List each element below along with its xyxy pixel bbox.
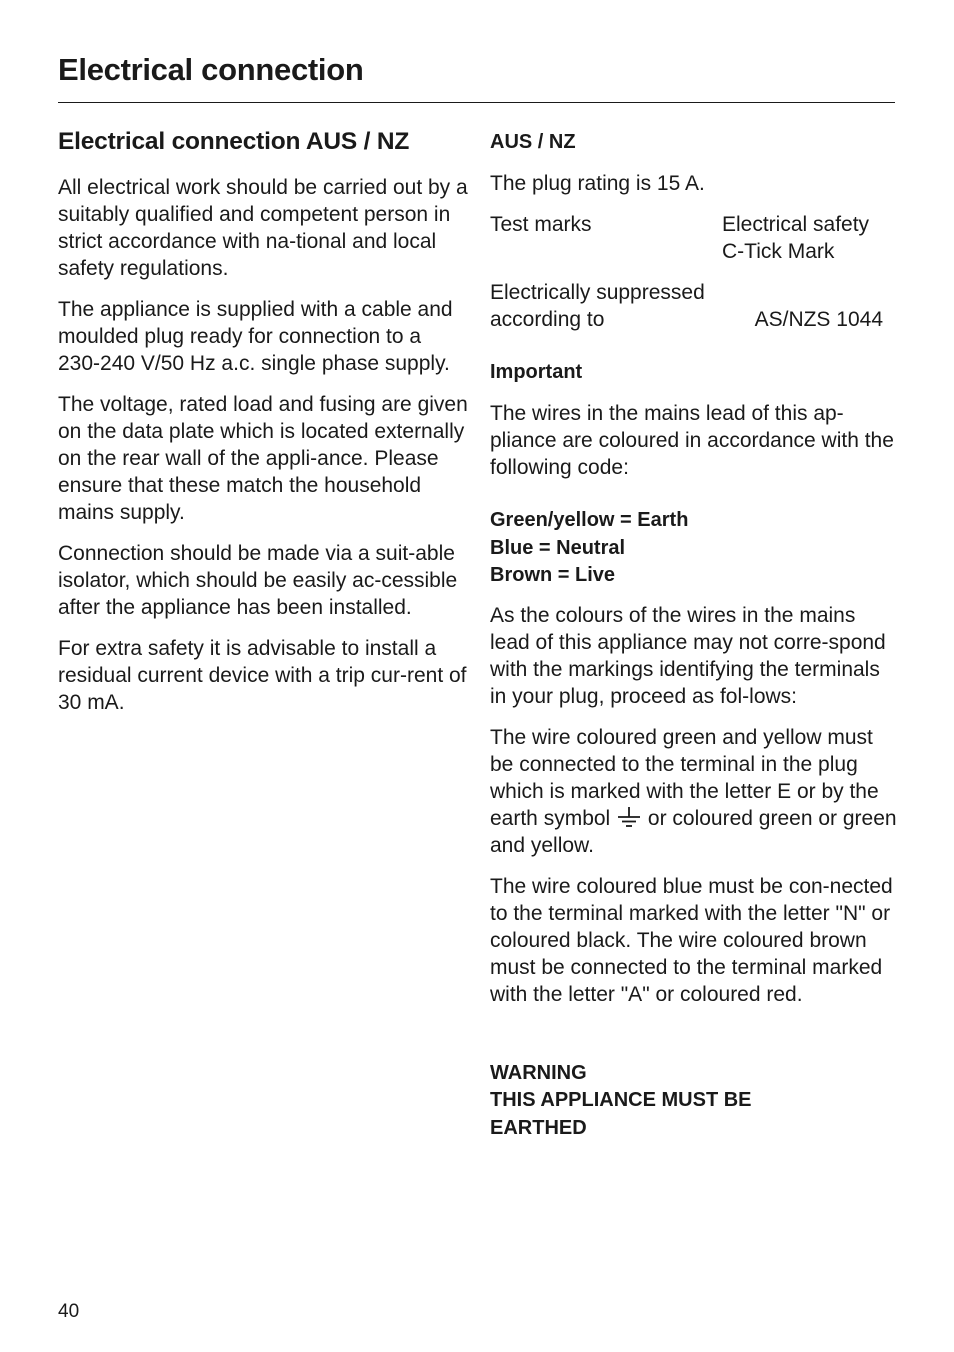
section-title: Electrical connection AUS / NZ: [58, 128, 410, 155]
green-yellow-text-before: The wire coloured green and yellow must be connected to the terminal in the plug which is marked with the letter E or by the earth symbol: [490, 725, 879, 830]
paragraph-rcd: For extra safety it is advisable to install a residual current device with a trip cur-rent of 30 mA.: [58, 637, 467, 714]
paragraph-colour-mismatch: As the colours of the wires in the mains lead of this appliance may not corre-spond with the markings identifying the terminals in your plug, proceed as fol-lows:: [490, 603, 886, 708]
paragraph-qualified-person: All electrical work should be carried out by a suitably qualified and competent person in strict accordance with na-tional and local safety regulations.: [58, 176, 468, 280]
important-text: The wires in the mains lead of this ap-pliance are coloured in accordance with the following code:: [490, 402, 894, 479]
suppression-label-1: Electrically suppressed: [490, 281, 705, 304]
left-column: [58, 124, 468, 730]
paragraph-supply: The appliance is supplied with a cable and moulded plug ready for connection to a 230-240 V/50 Hz a.c. single phase supply.: [58, 298, 453, 375]
page-number: 40: [58, 1301, 80, 1322]
plug-rating: The plug rating is 15 A.: [490, 172, 705, 195]
important-heading: Important: [490, 361, 583, 383]
test-marks-value-1: Electrical safety: [722, 213, 870, 236]
suppression-label-2: according to: [490, 308, 605, 331]
test-marks-row: [490, 211, 900, 265]
warning-line-3: EARTHED: [490, 1116, 587, 1139]
paragraph-data-plate: The voltage, rated load and fusing are given on the data plate which is located externally on the rear wall of the appli-ance. Please ensure that these match the household mains supply.: [58, 393, 468, 524]
wire-colour-code: [490, 507, 900, 590]
page-title: Electrical connection: [58, 52, 364, 87]
test-marks-value-2: C-Tick Mark: [722, 240, 835, 263]
code-earth: Green/yellow = Earth: [490, 509, 689, 531]
paragraph-isolator: Connection should be made via a suit-able isolator, which should be easily ac-cessible after the appliance has been installed.: [58, 542, 458, 619]
warning-line-2: THIS APPLIANCE MUST BE: [490, 1089, 752, 1111]
code-live: Brown = Live: [490, 564, 616, 586]
code-neutral: Blue = Neutral: [490, 536, 626, 559]
paragraph-green-yellow: [490, 724, 900, 859]
suppression-row: [490, 279, 900, 333]
page-header: [58, 50, 895, 103]
region-heading: AUS / NZ: [490, 131, 576, 153]
test-marks-label: Test marks: [490, 213, 592, 236]
warning-line-1: WARNING: [490, 1061, 587, 1084]
test-marks-value: [722, 211, 900, 265]
green-yellow-text-after: or coloured green or green and yellow.: [490, 806, 897, 857]
paragraph-blue-brown: The wire coloured blue must be con-nected to the terminal marked with the letter "N" or coloured black. The wire coloured brown must be connected to the terminal marked with the letter "A" or coloured red.: [490, 874, 893, 1006]
suppression-standard: AS/NZS 1044: [754, 308, 883, 331]
warning-block: [490, 1060, 900, 1143]
right-column: [490, 124, 900, 1142]
earth-icon: [616, 806, 642, 828]
